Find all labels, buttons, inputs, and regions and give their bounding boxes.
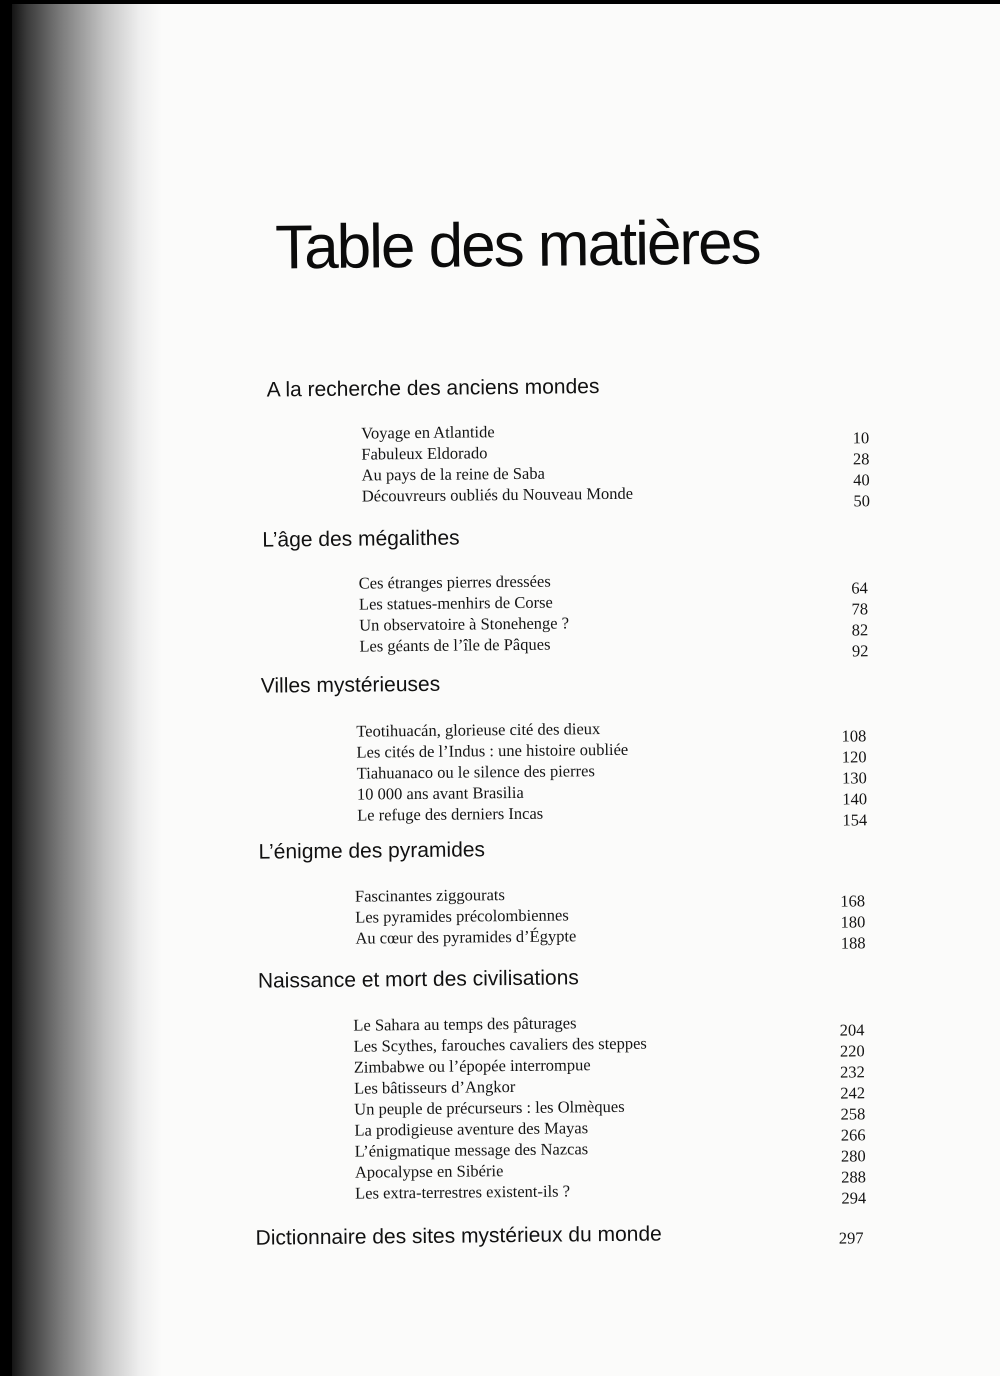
toc-entry-page: 280 [840, 1146, 866, 1166]
toc-entry-page: 78 [851, 599, 869, 619]
toc-entry-title: La prodigieuse aventure des Mayas [354, 1118, 589, 1140]
toc-entry-title: Apocalypse en Sibérie [354, 1161, 504, 1182]
toc-entry-page: 40 [853, 470, 870, 490]
toc-entry-page: 28 [852, 449, 870, 469]
toc-entry-title: Les pyramides précolombiennes [355, 905, 569, 927]
toc-entry-page: 266 [840, 1125, 866, 1145]
toc-entry-page: 10 [852, 428, 870, 448]
toc-entry-page: 82 [851, 620, 869, 640]
toc-entry-page: 140 [842, 789, 868, 809]
section-heading: Villes mystérieuses [260, 672, 441, 698]
toc-entry-title: Le refuge des derniers Incas [357, 803, 544, 825]
toc-entry-title: L’énigmatique message des Nazcas [354, 1139, 589, 1161]
toc-entry-title: Un observatoire à Stonehenge ? [359, 613, 570, 635]
toc-entry-page: 288 [841, 1167, 867, 1187]
toc-entry-title: Les cités de l’Indus : une histoire oubliée [356, 739, 629, 762]
toc-entry-page: 232 [840, 1062, 865, 1082]
toc-entry-page: 242 [840, 1083, 866, 1103]
toc-entry-title: Au cœur des pyramides d’Égypte [355, 926, 577, 948]
toc-entry-page: 258 [840, 1104, 866, 1124]
toc-entry-page: 154 [842, 810, 868, 830]
toc-entry-title: Un peuple de précurseurs : les Olmèques [354, 1096, 625, 1119]
page-title: Table des matières [274, 208, 760, 283]
toc-entry-page: 50 [853, 491, 870, 511]
toc-entry-page: 204 [839, 1020, 865, 1040]
toc-entry-title: Le Sahara au temps des pâturages [353, 1013, 577, 1035]
toc-entry-title: Tiahuanaco ou le silence des pierres [356, 761, 595, 783]
section-heading: Dictionnaire des sites mystérieux du monde [255, 1222, 662, 1250]
toc-entry-title: Les extra-terrestres existent-ils ? [355, 1181, 571, 1203]
toc-entry-page: 120 [841, 747, 867, 767]
toc-entry-title: Les statues-menhirs de Corse [358, 592, 553, 614]
toc-entry-title: Les Scythes, farouches cavaliers des steppes [353, 1033, 647, 1056]
toc-entry-title: Zimbabwe ou l’épopée interrompue [353, 1055, 591, 1077]
toc-entry-title: Ces étranges pierres dressées [358, 571, 551, 593]
section-heading: Naissance et mort des civilisations [257, 966, 579, 993]
toc-entry-page: 188 [840, 933, 866, 953]
section-heading: L’âge des mégalithes [262, 526, 460, 552]
toc-entry-title: Voyage en Atlantide [361, 422, 495, 443]
section-heading: A la recherche des anciens mondes [266, 375, 600, 402]
toc-entry-title: Les bâtisseurs d’Angkor [353, 1076, 516, 1098]
book-page [12, 4, 1000, 1376]
toc-entry-page: 220 [839, 1041, 865, 1061]
toc-entry-title: Découvreurs oubliés du Nouveau Monde [361, 483, 634, 506]
toc-entry-page: 92 [851, 641, 869, 661]
toc-entry-page: 108 [841, 726, 867, 746]
toc-entry-page: 180 [840, 912, 866, 932]
toc-entry-page: 168 [840, 891, 866, 911]
toc-entry-title: Les géants de l’île de Pâques [359, 634, 551, 656]
toc-entry-page: 64 [851, 578, 868, 598]
table-of-contents [12, 4, 1000, 1376]
toc-entry-title: Au pays de la reine de Saba [361, 463, 545, 485]
toc-entry-title: Fabuleux Eldorado [361, 443, 488, 464]
section-heading: L’énigme des pyramides [258, 838, 486, 864]
toc-entry-title: Fascinantes ziggourats [354, 885, 505, 906]
toc-entry-title: 10 000 ans avant Brasilia [356, 782, 524, 804]
toc-entry-title: Teotihuacán, glorieuse cité des dieux [356, 719, 601, 741]
toc-entry-page: 130 [841, 768, 867, 788]
toc-entry-page: 297 [838, 1228, 864, 1248]
toc-entry-page: 294 [841, 1188, 867, 1208]
